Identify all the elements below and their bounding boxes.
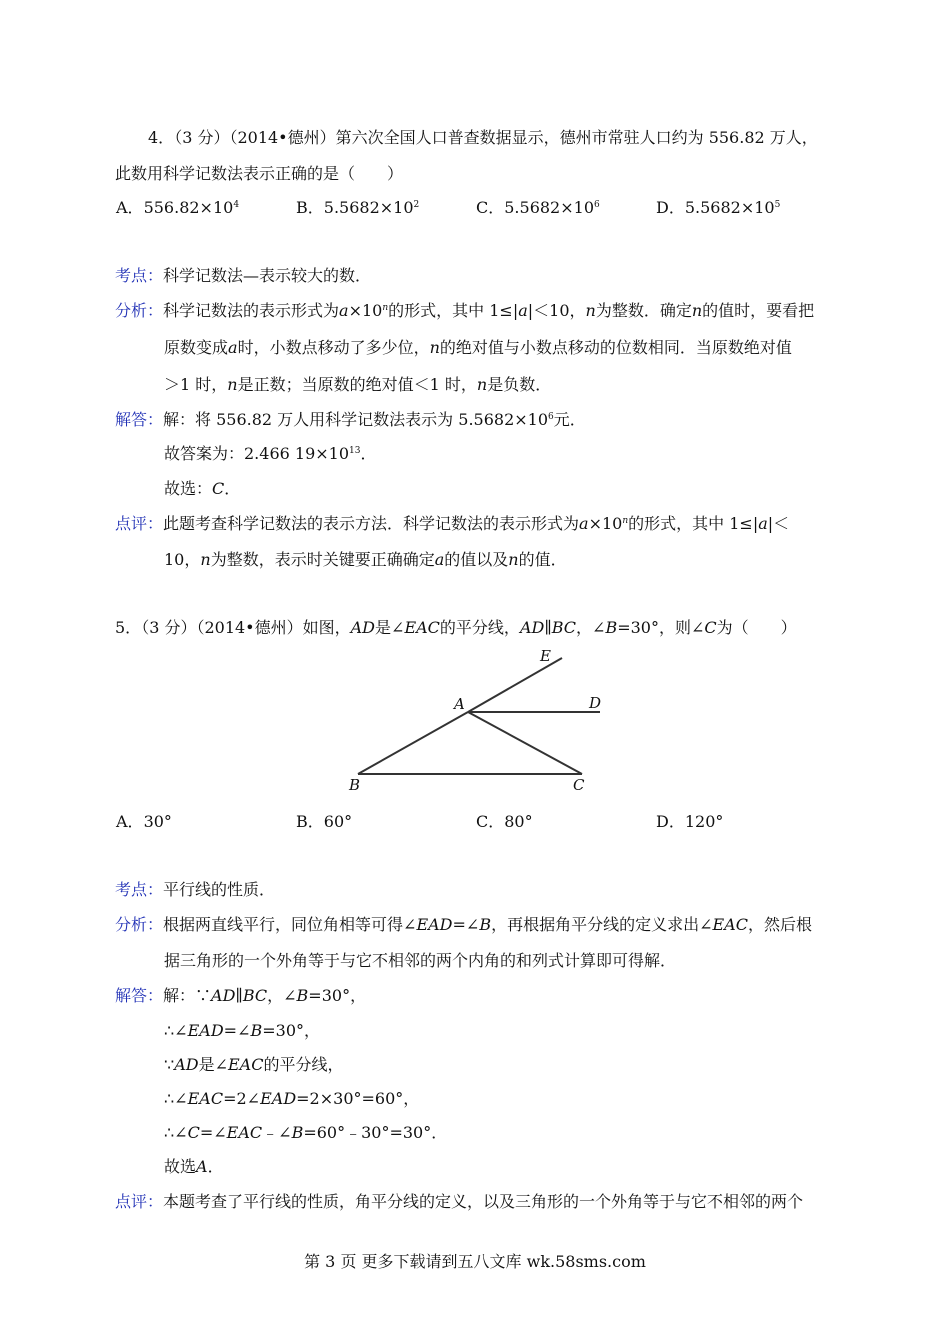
page-footer: 第 3 页 更多下载请到五八文库 wk.58sms.com bbox=[304, 1252, 646, 1271]
label-e: E bbox=[540, 647, 551, 665]
q5-jieda-line1: 解答：解：∵AD∥BC，∠B=30°， bbox=[115, 986, 367, 1005]
q5-jieda-line6: 故选A． bbox=[164, 1157, 224, 1176]
q5-jieda-line3: ∵AD是∠EAC的平分线， bbox=[164, 1055, 344, 1074]
label-a: A bbox=[454, 695, 465, 713]
kaodian-label: 考点： bbox=[115, 266, 164, 285]
q4-option-b: B．$5.5682\times 10^2$ bbox=[296, 198, 420, 217]
q4-option-c: C．$5.5682\times 10^6$ bbox=[476, 198, 600, 217]
q4-option-a: A．$556.82\times 10^4$ bbox=[116, 198, 240, 217]
segment-ae bbox=[468, 658, 562, 712]
q4-stem-line1: 4．（3 分）（2014•德州）第六次全国人口普查数据显示，德州市常驻人口约为 556.82 万人， bbox=[148, 128, 818, 147]
q4-fenxi-line3: ＞1 时，n是正数；当原数的绝对值＜1 时，n是负数． bbox=[164, 375, 552, 394]
q4-jieda-line3: 故选：C． bbox=[164, 479, 241, 498]
q5-option-a: A．30° bbox=[116, 812, 172, 831]
segment-ab bbox=[358, 712, 468, 774]
q4-stem-line2: 此数用科学记数法表示正确的是（ ） bbox=[115, 164, 404, 183]
q4-fenxi-line2: 原数变成a时，小数点移动了多少位，n的绝对值与小数点移动的位数相同．当原数绝对值 bbox=[164, 338, 792, 357]
dianping-label: 点评： bbox=[115, 1192, 164, 1211]
label-b: B bbox=[349, 776, 361, 794]
q4-fenxi-line1: 分析：科学记数法的表示形式为$a\times 10^n$的形式，其中 1≤|a|＜10，n为整数．确定n的值时，要看把 bbox=[115, 301, 815, 320]
q5-dianping: 点评：本题考查了平行线的性质，角平分线的定义，以及三角形的一个外角等于与它不相邻的两个 bbox=[115, 1192, 804, 1211]
q4-option-d: D．$5.5682\times 10^5$ bbox=[656, 198, 781, 217]
label-c: C bbox=[573, 776, 585, 794]
q5-jieda-line4: ∴∠EAC=2∠EAD=2×30°=60°， bbox=[164, 1089, 420, 1108]
q5-fenxi-line1: 分析：根据两直线平行，同位角相等可得∠EAD=∠B，再根据角平分线的定义求出∠EAC，然后根 bbox=[115, 915, 812, 934]
q5-option-c: C．80° bbox=[476, 812, 533, 831]
fenxi-label: 分析： bbox=[115, 301, 164, 320]
segment-ac bbox=[468, 712, 582, 774]
q4-kaodian: 考点：科学记数法—表示较大的数． bbox=[115, 266, 372, 285]
jieda-label: 解答： bbox=[115, 410, 164, 429]
q5-jieda-line2: ∴∠EAD=∠B=30°， bbox=[164, 1021, 321, 1040]
q5-kaodian: 考点：平行线的性质． bbox=[115, 880, 276, 899]
q5-option-b: B．60° bbox=[296, 812, 353, 831]
q4-jieda-line2: 故答案为：2.466 $19\times 10^{13}$． bbox=[164, 444, 377, 463]
dianping-label: 点评： bbox=[115, 514, 164, 533]
q5-fenxi-line2: 据三角形的一个外角等于与它不相邻的两个内角的和列式计算即可得解． bbox=[164, 951, 677, 970]
q5-option-d: D．120° bbox=[656, 812, 724, 831]
label-d: D bbox=[589, 694, 602, 712]
fenxi-label: 分析： bbox=[115, 915, 164, 934]
q4-dianping-line2: 10，n为整数，表示时关键要正确确定a的值以及n的值． bbox=[164, 550, 567, 569]
kaodian-label: 考点： bbox=[115, 880, 164, 899]
q5-jieda-line5: ∴∠C=∠EAC﹣∠B=60°﹣30°=30°． bbox=[164, 1123, 448, 1142]
q4-jieda-line1: 解答：解：将 556.82 万人用科学记数法表示为 $5.5682\times 10^6$元． bbox=[115, 410, 586, 429]
jieda-label: 解答： bbox=[115, 986, 164, 1005]
q4-dianping-line1: 点评：此题考查科学记数法的表示方法．科学记数法的表示形式为$a\times 10^n$的形式，其中 1≤|a|＜ bbox=[115, 514, 790, 533]
q5-geometry-figure bbox=[340, 645, 620, 795]
q5-stem: 5．（3 分）（2014•德州）如图，AD是∠EAC的平分线，AD∥BC，∠B=30°，则∠C为（ ） bbox=[115, 618, 797, 637]
